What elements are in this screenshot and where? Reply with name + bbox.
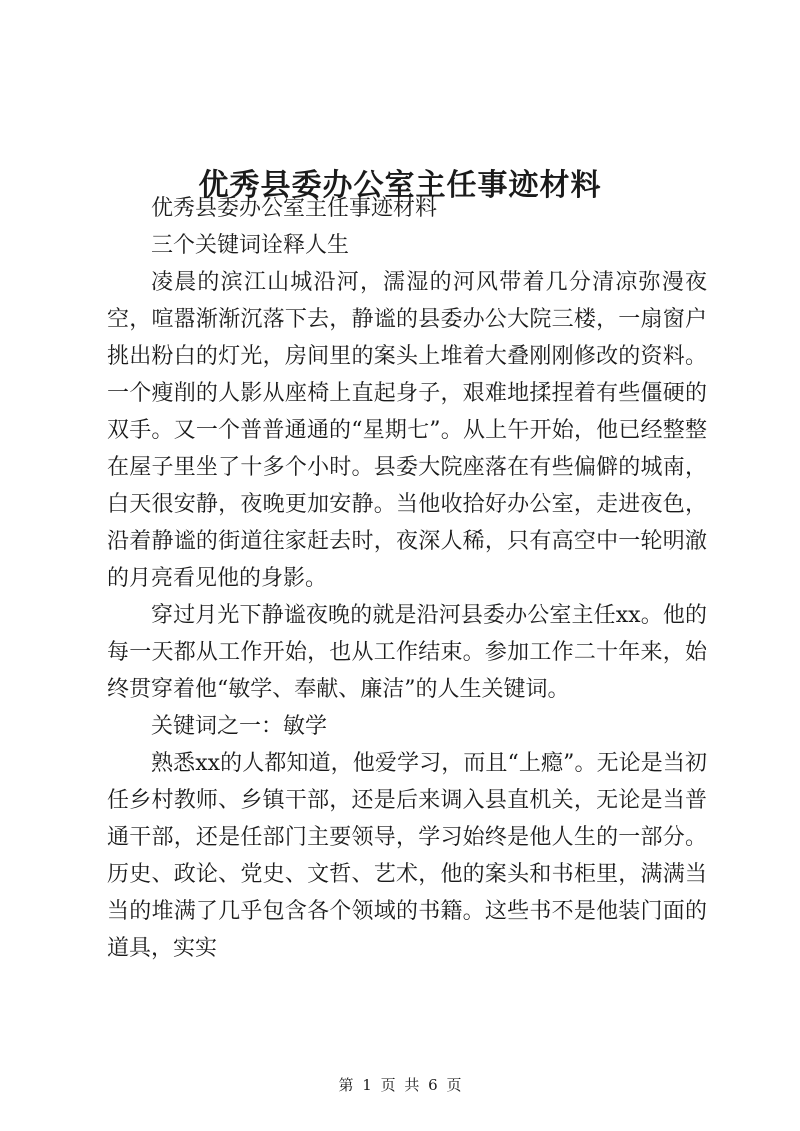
paragraph-keyword-heading: 关键词之一：敏学 [151,714,328,739]
document-title: 优秀县委办公室主任事迹材料 [198,168,602,204]
page-number: 第 1 页 共 6 页 [338,1076,462,1094]
paragraph-subtitle: 优秀县委办公室主任事迹材料 [151,196,438,221]
paragraph-intro: 穿过月光下静谧夜晚的就是沿河县委办公室主任xx。他的每一天都从工作开始，也从工作结束。参加工作二十年来，始终贯穿着他“敏学、奉献、廉洁”的人生关键词。 [107,603,707,702]
paragraph-heading: 三个关键词诠释人生 [151,233,350,258]
paragraph-keyword-body: 熟悉xx的人都知道，他爱学习，而且“上瘾”。无论是当初任乡村教师、乡镇干部，还是后来调入县直机关，无论是当普通干部，还是任部门主要领导，学习始终是他人生的一部分。历史、政论、党史、文哲、艺术，他的案头和书柜里，满满当当的堆满了几乎包含各个领域的书籍。这些书不是他装门面的道具，实实 [107,751,707,961]
paragraph-opening: 凌晨的滨江山城沿河，濡湿的河风带着几分清凉弥漫夜空，喧嚣渐渐沉落下去，静谧的县委办公大院三楼，一扇窗户挑出粉白的灯光，房间里的案头上堆着大叠刚刚修改的资料。一个瘦削的人影从座椅上直起身子，艰难地揉捏着有些僵硬的双手。又一个普普通通的“星期七”。从上午开始，他已经整整在屋子里坐了十多个小时。县委大院座落在有些偏僻的城南，白天很安静，夜晚更加安静。当他收拾好办公室，走进夜色，沿着静谧的街道往家赶去时，夜深人稀，只有高空中一轮明澈的月亮看见他的身影。 [107,270,707,591]
document-body [107,190,707,967]
